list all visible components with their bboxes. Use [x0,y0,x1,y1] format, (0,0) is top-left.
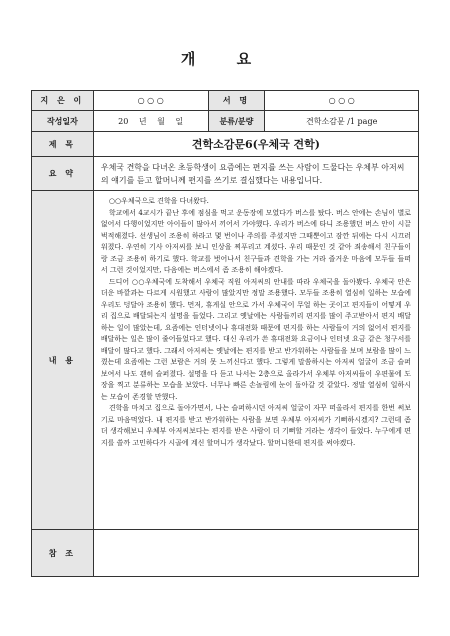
content-paragraph: 드디어 ○○우체국에 도착해서 우체국 직원 아저씨의 안내를 따라 우체국을 돌아봤다. 우체국 안은 더운 바깥과는 다르게 시원했고 사람이 많았지만 정말 조용했다. 모두들 조용히 열심히 일하는 모습에 우리도 덩달아 조용히 했다. 먼저, 휴게실 안으로 가서 우체국이 무얼 하는 곳이고 편지들이 어떻게 우리 집으로 배달되는지 설명을 들었다. 그리고 옛날에는 사람들끼리 편지를 많이 주고받아서 편지 배달하는 일이 많았는데, 요즘에는 인터넷이나 휴대전화 때문에 편지를 하는 사람들이 거의 없어서 편지를 배달하는 일은 많이 줄어들었다고 했다. 대신 우리가 쓴 휴대전화 요금이나 인터넷 요금 같은 청구서를 배달이 많다고 했다. 그래서 아저씨는 옛날에는 편지를 받고 반가워하는 사람들을 보며 보람을 많이 느꼈는데 요즘에는 그런 보람은 거의 못 느끼신다고 했다. 그렇게 말씀하시는 아저씨 얼굴이 조금 슬퍼 보여서 나도 괜히 슬퍼졌다. 설명을 다 듣고 나서는 2층으로 올라가서 우체부 아저씨들이 우편물에 도장을 찍고 분류하는 모습을 보았다. 너무나 빠른 손놀림에 눈이 돌아갈 것 같았다. 정말 열심히 일하시는 모습이 존경할 만했다. [100,277,411,401]
summary-value: 우체국 견학을 다녀온 초등학생이 요즘에는 편지를 쓰는 사람이 드물다는 우체부 아저씨의 얘기를 듣고 할머니께 편지를 쓰기로 결심했다는 내용입니다. [93,157,418,191]
author-value: ○ ○ ○ [93,91,208,111]
date-value: 20 년 월 일 [93,111,208,132]
category-value: 견학소감문 /1 page [265,111,419,132]
content-body [93,191,418,530]
summary-row [32,157,419,191]
content-paragraph: 견학을 마치고 집으로 돌아가면서, 나는 슬퍼하시던 아저씨 얼굴이 자꾸 떠올라서 편지를 한번 써보기로 마음먹었다. 내 편지를 받고 반가워하는 사람을 보면 우체부 아저씨가 기뻐하시겠지? 그런데 좀 더 생각해보니 우체부 아저씨보다는 편지를 받은 사람이 더 기뻐할 거라는 생각이 들었다. 누구에게 편지를 쓸까 고민하다가 시골에 계신 할머니가 생각났다. 할머니한테 편지를 써야겠다. [100,404,411,447]
content-paragraph: 학교에서 4교시가 끝난 후에 점심을 먹고 운동장에 모였다가 버스를 탔다. 버스 안에는 손님이 별로 없어서 다행이었지만 아이들이 많아서 끼어서 가야했다. 우리가 버스에 타니 조용했던 버스 안이 시끌벅적해졌다. 선생님이 조용히 하라고 몇 번이나 주의를 주셨지만 그때뿐이고 잠깐 뒤에는 다시 시끄러워졌다. 우연히 기사 아저씨를 보니 인상을 찌푸리고 계셨다. 우리 때문인 것 같아 죄송해서 친구들이랑 조금 조용히 하기로 했다. 학교를 벗어나서 친구들과 견학을 가는 거라 즐거운 마음에 모두들 들떠서 그런 것이었지만, 다음에는 버스에서 좀 조용히 해야겠다. [100,208,411,274]
content-label: 내 용 [32,191,94,530]
author-row [32,91,419,111]
page-title: 개 요 [180,50,270,68]
reference-label: 참 조 [32,530,94,577]
reference-row [32,530,419,577]
content-paragraph: ○○우체국으로 견학을 다녀왔다. [108,197,209,205]
reference-value [93,530,418,577]
date-row [32,111,419,132]
author-label: 지 은 이 [32,91,94,111]
book-title-value: ○ ○ ○ [265,91,419,111]
subject-row [32,132,419,157]
book-title-label: 서 명 [208,91,265,111]
summary-form-table [31,90,419,577]
summary-label: 요 약 [32,157,94,191]
category-label: 분류/분량 [208,111,265,132]
content-row [32,191,419,530]
subject-label: 제 목 [32,132,94,157]
subject-value: 견학소감문6(우체국 견학) [93,132,418,157]
date-label: 작성일자 [32,111,94,132]
